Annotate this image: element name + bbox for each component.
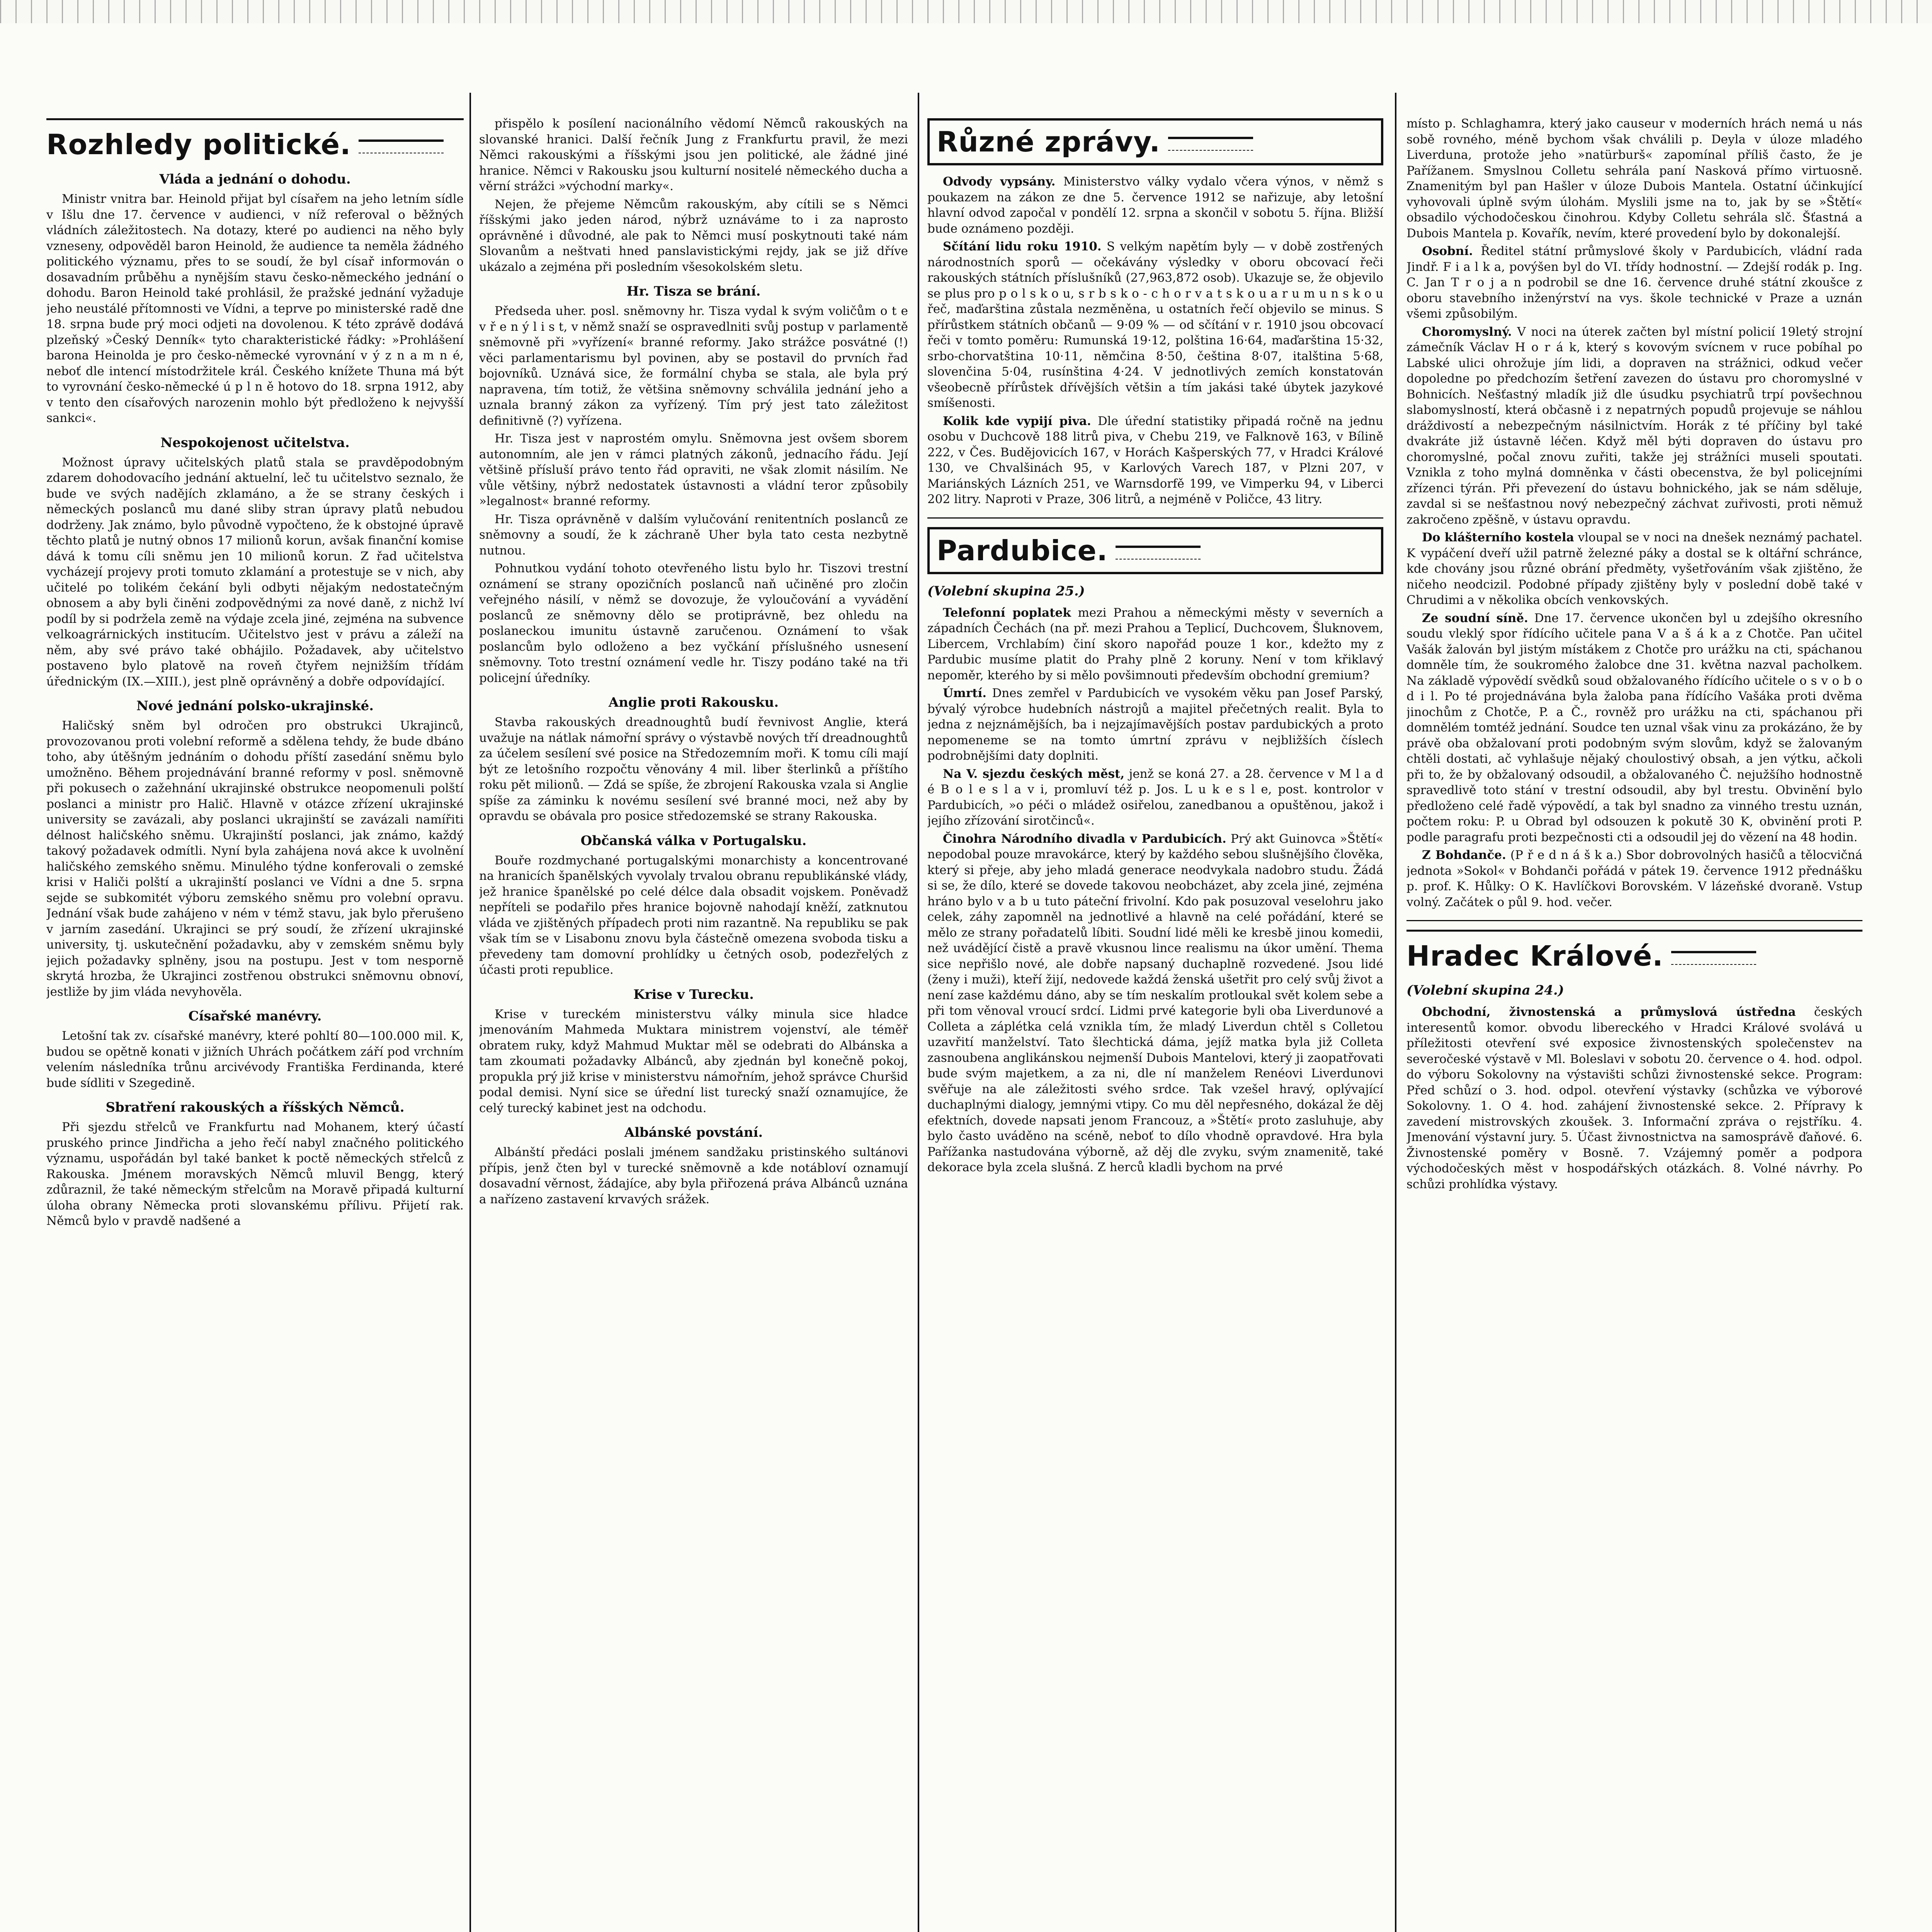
news-list xyxy=(1406,243,1862,910)
column-3 xyxy=(927,116,1383,1178)
article-paragraph: Hr. Tisza jest v naprostém omylu. Sněmovna jest ovšem sborem autonomním, ale jen v rámci platných zákonů, jednacího řádu. Její většině přísluší právo tento řád opraviti, ne však zlomit násilím. Ne vůle většiny, nýbrž nedostatek ústavnosti a vládní teror způsobily »legalnost« branné reformy. xyxy=(479,432,908,508)
news-text: (P ř e d n á š k a.) Sbor dobrovolných hasičů a tělocvičná jednota »Sokol« v Bohdanči pořádá v pátek 19. července 1912 přednášku p. prof. K. Hůlky: O K. Havlíčkovi Borovském. V lázeňské dvoraně. Vstup volný. Začátek o půl 9. hod. večer. xyxy=(1406,848,1862,909)
news-item xyxy=(1406,530,1862,608)
news-list xyxy=(1406,1004,1862,1192)
news-lead: Odvody vypsány. xyxy=(943,175,1056,189)
article-paragraph: Nejen, že přejeme Němcům rakouským, aby cítili se s Němci říšskými jako jeden národ, nýbrž uznáváme to i za naprosto oprávněné i důvodné, ale pak to Němci musí poskytnouti také nám Slovanům a neštvati hned panslavistickými rejdy, jak se již dříve ukázalo a zejména při posledním všesokolském sletu. xyxy=(479,197,908,274)
news-text: Dle úřední statistiky připadá ročně na jednu osobu v Duchcově 188 litrů piva, v Chebu 219, ve Falknově 163, v Bílině 222, v Čes. Budějovicích 167, v Horách Kašperských 77, v Hradci Králové 130, ve Chvalšinách 95, v Karlových Varech 187, v Plzni 207, v Mariánských Lázních 251, ve Warnsdorfě 199, ve Vimperku 94, v Liberci 202 litry. Naproti v Praze, 306 litrů, a nejméně v Poličce, 43 litry. xyxy=(927,414,1383,506)
article-title: Nové jednání polsko-ukrajinské. xyxy=(136,698,374,714)
column-1 xyxy=(46,116,464,1231)
news-lead: Choromyslný. xyxy=(1422,325,1512,339)
article-list xyxy=(479,116,908,1207)
article-title: Nespokojenost učitelstva. xyxy=(160,435,350,451)
column-rule xyxy=(469,93,471,1932)
column-rule xyxy=(918,93,919,1932)
news-item xyxy=(1406,1004,1862,1192)
news-item xyxy=(1406,611,1862,845)
news-text: Dne 17. července ukončen byl u zdejšího okresního soudu vleklý spor řídícího učitele pana V a š á k a z Chotče. Pan učitel Vašák žalován byl jistým místákem z Chotče pro urážku na cti, spáchanou domněle tím, že soukromého žalobce dne 31. května nazval pacholkem. Na základě výpovědí svědků soud obžalovaného řídícího učitele o s v o b o d i l. Po té projednávána byla žaloba pana řídícího Vašáka proti dvěma jinochům z Chotče, P. a Č., rovněž pro urážku na cti, spáchanou při domnělém tomtéž jednání. Soudce ten uznal však vinu za prokázáno, že by právě oba obžalovaní proti podobným svým slovům, když se žalovaným chtěli dostati, ač vyhlašuje nějaký choulostivý obsah, a jen výtku, ačkoli při to, že by obžalovaný odsoudil, a obžalovaného Č. nejužšího hodnostně spravedlivě toto stání v trestní odsoudil, aby byl trestu. Obvinění bylo předloženo celé řadě výpovědí, a tak byl snadno za vinného trestu uznán, počtem roku: P. u Obrad byl odsouzen k pokutě 30 K, obvinění proti P. podle paragrafu proti bezpečnosti cti a odsoudil jej do vězení na 48 hodin. xyxy=(1406,611,1862,844)
news-item xyxy=(927,766,1383,829)
scan-top-edge xyxy=(0,0,1932,23)
article-paragraph: Letošní tak zv. císařské manévry, které pohltí 80—100.000 mil. K, budou se opětně konati v jižních Uhrách počátkem září pod vrchním velením následníka trůnu arcivévody Františka Ferdinanda, které bude sídliti v Szegedině. xyxy=(46,1029,464,1090)
article-paragraph: Krise v tureckém ministerstvu války minula sice hladce jmenováním Mahmeda Muktara ministrem vojenství, ale téměř obratem ruky, když Mahmud Muktar měl se odebrati do Albánska a tam zkoumati požadavky Albánců, aby zjednán byl konečně pokoj, propukla prý již krise v ministerstvu námořním, jehož správce Churšid podal demisi. Nyní sice se úřední list turecký snaží oznamujíce, že celý turecký kabinet jest na odchodu. xyxy=(479,1007,908,1115)
news-text: Dnes zemřel v Pardubicích ve vysokém věku pan Josef Parský, bývalý výrobce hudebních nástrojů a majitel přečetných realit. Byla to jedna z nejznámějších, ba i nejzajímavějších postav pardubických a proto nepomeneme se na tomto úmrtní zprávu v nejbližších číslech podrobnějšími daty doplniti. xyxy=(927,686,1383,763)
column-2 xyxy=(479,116,908,1209)
news-lead: Kolik kde vypijí piva. xyxy=(943,414,1091,428)
article-paragraph: Albánští předáci poslali jménem sandžaku pristinského sultánovi přípis, jenž čten byl v turecké sněmovně a kde notábloví oznamují dosavadní věrnost, žádajíce, aby byla přiřozená práva Albánců uznána a nařízeno zastavení krvavých srážek. xyxy=(479,1145,908,1206)
news-item xyxy=(1406,847,1862,910)
article-title: Sbratření rakouských a říšských Němců. xyxy=(105,1100,405,1115)
section-title: Hradec Králové. xyxy=(1406,940,1663,972)
column-4 xyxy=(1406,116,1862,1194)
article-title: Krise v Turecku. xyxy=(633,986,754,1002)
section-title: Rozhledy politické. xyxy=(46,128,351,161)
ornament-icon xyxy=(1168,137,1253,151)
news-text: Prý akt Guinovca »Štětí« nepodobal pouze mravokárce, který by každého sebou slušnějšího člověka, který si přeje, aby jeho mladá generace neodvykala nadobro studu. Žádá si se, že dílo, které se dovede takovou neobcházet, aby zcela jiné, zejména hráno bylo v a b u tuto páteční frivolní. Kdo pak posuzoval veselohru jako celek, záhy zapomněl na jednotlivé a hlavně na celé pořádání, které se mělo ze strany pořadatelů líbiti. Soudní lidé měli ke kresbě jinou komedii, než uvádějící čistě a pravě vkusnou lince realismu na úkor umění. Thema sice nepřišlo nové, ale dobře napsaný duchaplně rozvedené. Jsou lidé (ženy i muži), kteří žijí, nedovede každá ženská ušetřit pro celý svůj život a není zase každému dáno, aby se tím neskalím protloukal svět kolem sebe a při tom věnoval vroucí srdcí. Lidmi prvé kategorie byli oba Liverdunové a Colleta a záplétka celá vznikla tím, že mladý Liverdun chtěl s Colletou uzavřití manželství. Tato šlechtická dáma, jejíž matka byla již Colleta zasnoubena anglikánskou nejmenší Dubois Mantelovi, který ji zaopatřovati bude svým majetkem, a za ni, dle ní manželem Renéovi Liverdunovi svěřuje na ale záležitosti svého srdce. Tak vzešel hravý, oplývající duchaplnými dialogy, jemnými vtipy. Co mu děl nepřesného, dokázal že děj efektních, dovede napsati jenom Francouz, a »Štětí« proto zasluhuje, aby bylo často uváděno na scéně, neboť to dílo vhodně opravdové. Hra byla Pařížanka nastudována výborně, až děj dle zvyku, svým znamenitě, také dekorace byla zcela slušná. Z herců kladli bychom na prvé xyxy=(927,832,1383,1174)
news-list xyxy=(927,605,1383,1175)
article-paragraph: Pohnutkou vydání tohoto otevřeného listu bylo hr. Tiszovi trestní oznámení se strany opozičních poslanců naň učiněné pro zločin veřejného násilí, v němž se dovozuje, že vyloučování a vyvádění poslanců ze sněmovny dělo se protiprávně, bez ohledu na poslaneckou imunitu ústavně zaručenou. Oznámení to však poslancům bylo odloženo a bez vyčkání příslušného usnesení sněmovny. Toto trestní oznámení vedle hr. Tiszy podáno také na tři policejní úředníky. xyxy=(479,561,908,685)
section-subtitle: (Volební skupina 25.) xyxy=(927,583,1085,599)
news-lead: Z Bohdanče. xyxy=(1422,848,1506,862)
divider xyxy=(927,517,1383,519)
news-item xyxy=(927,239,1383,411)
news-text: Ředitel státní průmyslové školy v Pardubicích, vládní rada Jindř. F i a l k a, povýšen byl do VI. třídy hodnostní. — Zdejší rodák p. Ing. C. Jan T r o j a n podrobil se dne 16. července druhé státní zkoušce z oboru stavebního inženýrství na vys. škole technické v Praze a uznán všemi způsobilým. xyxy=(1406,244,1862,321)
article-paragraph: Stavba rakouských dreadnoughtů budí řevnivost Anglie, která uvažuje na nátlak námořní správy o výstavbě nových tří dreadnoughtů za účelem sesílení své posice na Středozemním moři. K tomu cíli mají být ze letošního rozpočtu věnovány 4 mil. liber šterlinků a příštího roku pět milionů. — Zdá se spíše, že zbrojení Rakouska vzala si Anglie spíše za záminku k novému sesílení své branné moci, než aby by opravdu se obávala pro posice středozemské se strany Rakouska. xyxy=(479,715,908,823)
column-rule xyxy=(1395,93,1396,1932)
news-lead: Ze soudní síně. xyxy=(1422,611,1528,625)
news-item xyxy=(1406,243,1862,322)
news-lead: Činohra Národního divadla v Pardubicích. xyxy=(943,832,1226,846)
news-text: českých interesentů komor. obvodu libereckého v Hradci Králové svolává u příležitosti otevření své exposice živnostenských společenstev na severočeské výstavě v Ml. Boleslavi v sobotu 20. července o 4. hod. odpol. do výboru Sokolovny na výstavišti schůzi živnostenské sekce. Program: Před schůzí o 3. hod. odpol. otevření výstavky (schůzka ve výborové Sokolovny. 1. O 4. hod. zahájení živnostenské sekce. 2. Přípravy k zavedení mistrovských zkoušek. 3. Informační zpráva o rejstříku. 4. Jmenování výstavní jury. 5. Účast živnostnictva na samosprávě ďaňové. 6. Živnostenské poměry v Bosně. 7. Vzájemný poměr a podpora východočeských měst v hospodářských otázkách. 8. Volné návrhy. Po schůzi prohlídka výstavy. xyxy=(1406,1005,1862,1191)
article-title: Občanská válka v Portugalsku. xyxy=(580,833,807,849)
article-title: Hr. Tisza se brání. xyxy=(626,284,761,299)
news-item xyxy=(1406,324,1862,528)
article-title: Albánské povstání. xyxy=(624,1125,763,1140)
article-title: Císařské manévry. xyxy=(188,1009,322,1024)
news-list xyxy=(927,174,1383,507)
article-paragraph: Haličský sněm byl odročen pro obstrukci Ukrajinců, provozovanou proti volební reformě a sdělena tehdy, že bude dbáno toho, aby útěšným jednáním o dohodu příští zasedání sněmu bylo umožněno. Během projednávání branné reformy v posl. sněmovně při pokusech o zažehnání ukrajinské obstrukce neopomenuli polští poslanci a ministr pro Halič. Hlavně v otázce zřízení ukrajinské university se zavázali, aby poslanci ukrajinští se zavázali namířiti délnost haličského sněmu. Ukrajinští poslanci, jak známo, každý takový požadavek odmítli. Nyní byla zahájena nová akce k uvolnění haličského zemského sněmu. Minulého týdne konferovali o zemské krisi v Haliči polští a ukrajinští poslanci ve Vídni a dne 5. srpna sejde se subkomitét výboru zemského sněmu pro volební opravu. Jednání však bude zahájeno v ném v témž stavu, jak bylo přerušeno v jarním zasedání. Ukrajinci se prý soudí, že zřízení ukrajinské university, tj. uskutečnění požadavku, aby v zemském sněmu byly jejich požadavky splněny, jsou na postupu. Jest v tom nesporně skrytá hrozba, že Ukrajinci zostřenou obstrukci sněmovnu obnoví, jestliže by jim vláda nevyhověla. xyxy=(46,719,464,999)
article-paragraph: Ministr vnitra bar. Heinold přijat byl císařem na jeho letním sídle v Išlu dne 17. července v audienci, v níž referoval o běžných vládních záležitostech. Na dotazy, které po audienci na něho byly vzneseny, odpověděl baron Heinold, že audience ta neměla žádného politického významu, přes to se soudí, že byl císař informován o dosavadním průběhu a nynějším stavu česko-německého jednání o dohodu. Baron Heinold také prohlásil, že pražské jednání vyžaduje jeho neustálé přítomnosti ve Vídni, a teprve po ministerské radě dne 18. srpna bude prý moci odjeti na dovolenou. K této zprávě dodává plzeňský »Český Denník« tyto charakteristické řádky: »Prohlášení barona Heinolda je pro česko-německé vyrovnání v ý z n a m n é, neboť dle intencí místodržitele král. Českého knížete Thuna má být to vyrovnání česko-německé ú p l n ě hotovo do 18. srpna 1912, aby v tento den císařových narozenin mohlo být předloženo k nejvyšší sankci«. xyxy=(46,192,464,425)
article-title: Vláda a jednání o dohodu. xyxy=(159,172,351,187)
article-paragraph: Předseda uher. posl. sněmovny hr. Tisza vydal k svým voličům o t e v ř e n ý l i s t, v němž snaží se ospravedlniti svůj postup v parlamentě sněmovně při »vyřízení« branné reformy. Jako strážce posvátné (!) věci parlamentarismu byl povinen, aby se postavil do prvních řad bojovníků. Uznává sice, že formální chyba se stala, ale byla prý napravena, tím totiž, že většina sněmovny schválila jednání jeho a uznala branný zákon za vyřízený. Tím prý jest tato záležitost definitivně (?) vyřízena. xyxy=(479,304,908,428)
news-lead: Na V. sjezdu českých měst, xyxy=(943,767,1125,781)
article-paragraph: Bouře rozdmychané portugalskými monarchisty a koncentrované na hranicích španělských vyvolaly trvalou obranu republikánské vlády, jež hranice španělské po celé délce dala obsadit vojskem. Poněvadž nepříteli se podařilo přes hranice bojovně nahodají kněží, zatknutou vláda ve zjištěných případech proti nim razantně. Na republiku se pak však tím se v Lisabonu znovu byla částečně omezena svoboda tisku a převedeny tam domovní prohlídky u četných osob, podezřelých z účasti proti republice. xyxy=(479,853,908,977)
news-text: jenž se koná 27. a 28. července v M l a d é B o l e s l a v i, promluví též p. Jos. L u k e s l e, post. kontrolor v Pardubicích, »o péči o mládež osiřelou, zanedbanou a opuštěnou, jakož i jejího zřízování sirotčinců«. xyxy=(927,767,1383,828)
divider xyxy=(1406,920,1862,921)
news-lead: Do klášterního kostela xyxy=(1422,531,1574,544)
news-item xyxy=(927,413,1383,507)
ornament-icon xyxy=(1116,546,1201,560)
article-paragraph: přispělo k posílení nacionálního vědomí Němců rakouských na slovanské hranici. Další řečník Jung z Frankfurtu pravil, že mezi Němci rakouskými a říšskými jsou jen politické, ale žádné jiné hranice. Němci v Rakousku jsou kulturní nositelé německého ducha a věrní strážci »východní marky«. xyxy=(479,117,908,193)
news-text: S velkým napětím byly — v době zostřených národnostních sporů — očekávány výsledky v oboru obcovací řeči rakouských státních příslušníků (27,963,872 osob). Ukazuje se, že objevilo se plus pro p o l s k o u, s r b s k o - c h o r v a t s k o u a r u m u n s k o u řeč, maďarština zůstala nezměněna, u ostatních řečí objevilo se minus. S přírůstkem státních občanů — 9·09 % — od sčítání v r. 1910 jsou obcovací řeči v tomto poměru: Rumunská 19·12, polština 16·64, maďarština 15·32, srbo-chorvatština 10·11, němčina 8·50, čeština 8·07, italština 5·68, slovenčina 5·04, rusínština 4·24. V jednotlivých zemích konstatován všeobecně přírůstek dřívějších většin a tím jakási také úbytek jazykové smíšenosti. xyxy=(927,240,1383,410)
news-text: Ministerstvo války vydalo včera výnos, v němž s poukazem na zákon ze dne 5. července 1912 se nařizuje, aby letošní hlavní odvod započal v pondělí 12. srpna a skončil v sobotu 5. října. Bližší bude oznámeno později. xyxy=(927,175,1383,236)
article-paragraph: Při sjezdu střelců ve Frankfurtu nad Mohanem, který účastí pruského prince Jindřicha a jeho řečí nabyl značného politického významu, uspořádán byl také banket k poctě německých střelců z Rakouska. Jménem moravských Němců mluvil Bengg, který zdůraznil, že také německým střelcům na Moravě připadá kulturní úloha obrany Německa proti slovanskému přílivu. Přijetí rak. Němců bylo v pravdě nadšené a xyxy=(46,1120,464,1228)
news-lead: Telefonní poplatek xyxy=(943,605,1071,620)
news-text: vloupal se v noci na dnešek neznámý pachatel. K vypáčení dveří užil patrně železné páky a dostal se k oltářní schránce, kde chovány jsou různé obrání předměty, vyšetřováním však zjištěno, že ničeho neodcizil. Podobné případy zjištěny byly v poslední době také v Chrudimi a v několika obcích venkovských. xyxy=(1406,531,1862,607)
news-lead: Úmrtí. xyxy=(943,686,987,700)
section-banner-pardubice xyxy=(927,527,1383,574)
section-title: Pardubice. xyxy=(937,534,1108,567)
news-text: V noci na úterek začten byl místní policií 19letý strojní zámečník Václav H o r á k, který s kovovým svícnem v ruce pobíhal po Labské ulici ohrožuje jím lidi, a dopraven na strážnici, odkud večer dopoledne po předchozím šetření zavezen do ústavu pro choromyslné v Bohnicích. Nešťastný mladík již dle úsudku psychiatrů trpí povšechnou slabomyslností, která občasně i z nepatrných popudů projevuje se náhlou dráždivostí a nebezpečným násilnictvím. Horák z té příčiny byl také dvakráte již ústavně léčen. Když měl býti dopraven do ústavu pro choromyslné, počal znovu zuřiti, takže jej strážníci museli spoutati. Vznikla z toho mylná domněnka v části obecenstva, že byl policejními zřízenci týrán. Při převezení do ústavu bohnického, jak se nám sděluje, zavdal si se nešťastnou nový nebezpečný záchvat zuřivosti, proti němuž zakročeno zpěšně, v ústavu opravdu. xyxy=(1406,325,1862,527)
news-lead: Osobní. xyxy=(1422,244,1473,258)
news-text: mezi Prahou a německými městy v severních a západních Čechách (na př. mezi Prahou a Teplicí, Duchcovem, Šluknovem, Libercem, Vrchlabím) činí skoro napořád pouze 1 kor., kdežto my z Pardubic musíme platit do Prahy plně 2 koruny. Není v tom křiklavý nepoměr, kterého by si mělo povšimnouti především obchodní gremium? xyxy=(927,605,1383,682)
article-paragraph: Možnost úpravy učitelských platů stala se pravděpodobným zdarem dohodovacího jednání aktuelní, leč tu učitelstvo seznalo, že bude ve svých nadějích zklamáno, a že se strany českých i německých poslanců mu dané sliby stran úpravy platů nebudou dodrženy. Jak známo, bylo původně vypočteno, že k obstojné úpravě těchto platů je nutný obnos 17 milionů korun, avšak finanční komise dává k tomu cíli sněmu jen 10 milionů korun. Z řad učitelstva vycházejí projevy proti tomuto zklamání a protestuje se v nich, aby učitelé po tolikém čekání byli odbyti nějakým nedostatečným obnosem a aby byli činěni zodpovědnými za nové daně, z nichž lví podíl by si podržela země na výdaje zcela jiné, zejména na subvence velkoagrárnických institucím. Učitelstvo jest v právu a záleží na něm, aby své právo také obhájilo. Požadavek, aby učitelstvo postaveno bylo platově na roveň čtyřem nejnižším třídám úřednickým (IX.—XIII.), jest plně oprávněný a dobře odpovídající. xyxy=(46,455,464,689)
section-banner-ruzne xyxy=(927,118,1383,165)
section-banner-hradec xyxy=(1406,930,1862,973)
news-lead: Sčítání lidu roku 1910. xyxy=(943,240,1102,253)
article-paragraph: místo p. Schlaghamra, který jako causeur v moderních hrách nemá u nás sobě rovného, méně bychom však chválili p. Deyla v úloze mladého Liverduna, protože jeho »natürburš« zapomínal příliš často, že je Pařížanem. Smyslnou Colletu sehrála paní Nasková přímo virtuosně. Znamenitým byl pan Hašler v úloze Dubois Mantela. Ostatní účinkující vyhovovali úplně svým úlohám. Myslili jsme na to, jak by se »Štětí« obsadilo východočeskou činohrou. Kdyby Colletu sehrála slč. Šťastná a Dubois Mantela p. Kovařík, nevím, které provedení bylo by dokonalejší. xyxy=(1406,117,1862,240)
news-item xyxy=(927,685,1383,764)
section-title: Různé zprávy. xyxy=(937,126,1160,158)
news-item xyxy=(927,605,1383,684)
article-title: Anglie proti Rakousku. xyxy=(608,695,779,710)
news-item xyxy=(927,174,1383,236)
ornament-icon xyxy=(359,139,444,153)
section-subtitle: (Volební skupina 24.) xyxy=(1406,983,1564,998)
news-item xyxy=(927,831,1383,1175)
continued-text xyxy=(1406,116,1862,241)
ornament-icon xyxy=(1671,951,1756,965)
section-banner-rozhledy xyxy=(46,118,464,162)
article-paragraph: Hr. Tisza oprávněně v dalším vylučování renitentních poslanců ze sněmovny a soudí, že k záchraně Uher byla tato cesta nezbytně nutnou. xyxy=(479,512,908,558)
article-list xyxy=(46,170,464,1229)
news-lead: Obchodní, živnostenská a průmyslová ústředna xyxy=(1422,1005,1796,1019)
